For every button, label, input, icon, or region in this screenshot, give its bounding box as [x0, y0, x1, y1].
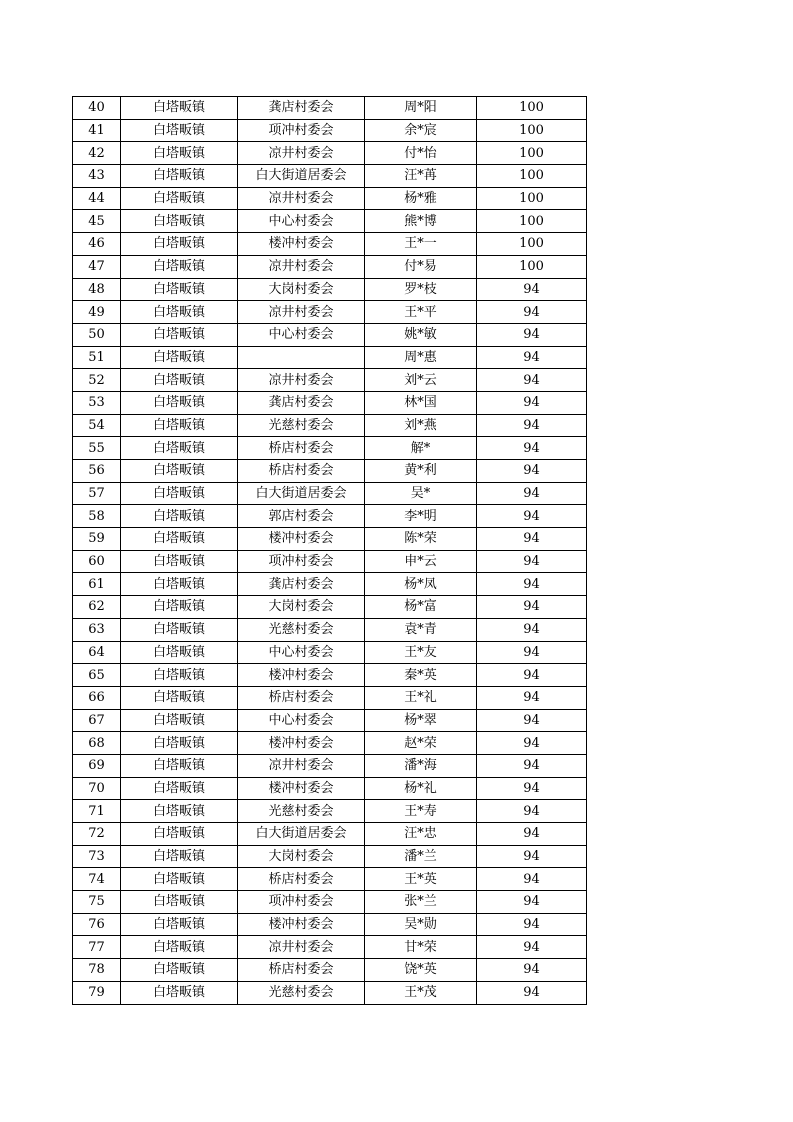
- score-cell: 94: [477, 777, 587, 800]
- score-cell: 94: [477, 709, 587, 732]
- row-number-cell: 74: [73, 868, 121, 891]
- row-number-cell: 56: [73, 460, 121, 483]
- row-number-cell: 75: [73, 891, 121, 914]
- village-committee-cell: 龚店村委会: [238, 97, 365, 120]
- score-cell: 94: [477, 664, 587, 687]
- score-cell: 94: [477, 460, 587, 483]
- row-number-cell: 48: [73, 278, 121, 301]
- table-row: [73, 437, 587, 460]
- row-number-cell: 64: [73, 641, 121, 664]
- table-row: [73, 97, 587, 120]
- person-name-cell: 张*兰: [365, 891, 477, 914]
- village-committee-cell: 凉井村委会: [238, 754, 365, 777]
- results-table-body: [73, 97, 587, 1005]
- town-cell: 白塔畈镇: [121, 255, 238, 278]
- person-name-cell: 林*国: [365, 391, 477, 414]
- person-name-cell: 王*茂: [365, 981, 477, 1004]
- table-row: [73, 959, 587, 982]
- row-number-cell: 43: [73, 165, 121, 188]
- village-committee-cell: 桥店村委会: [238, 460, 365, 483]
- row-number-cell: 69: [73, 754, 121, 777]
- person-name-cell: 周*惠: [365, 346, 477, 369]
- table-row: [73, 709, 587, 732]
- town-cell: 白塔畈镇: [121, 233, 238, 256]
- village-committee-cell: 凉井村委会: [238, 936, 365, 959]
- row-number-cell: 42: [73, 142, 121, 165]
- village-committee-cell: 大岗村委会: [238, 278, 365, 301]
- person-name-cell: 杨*富: [365, 596, 477, 619]
- town-cell: 白塔畈镇: [121, 210, 238, 233]
- town-cell: 白塔畈镇: [121, 913, 238, 936]
- village-committee-cell: 凉井村委会: [238, 301, 365, 324]
- town-cell: 白塔畈镇: [121, 301, 238, 324]
- score-cell: 94: [477, 936, 587, 959]
- table-row: [73, 323, 587, 346]
- score-cell: 94: [477, 913, 587, 936]
- row-number-cell: 44: [73, 187, 121, 210]
- row-number-cell: 51: [73, 346, 121, 369]
- row-number-cell: 65: [73, 664, 121, 687]
- person-name-cell: 甘*荣: [365, 936, 477, 959]
- score-cell: 94: [477, 301, 587, 324]
- person-name-cell: 王*英: [365, 868, 477, 891]
- table-row: [73, 233, 587, 256]
- town-cell: 白塔畈镇: [121, 868, 238, 891]
- village-committee-cell: 楼冲村委会: [238, 528, 365, 551]
- row-number-cell: 66: [73, 686, 121, 709]
- village-committee-cell: 中心村委会: [238, 210, 365, 233]
- table-row: [73, 936, 587, 959]
- town-cell: 白塔畈镇: [121, 596, 238, 619]
- town-cell: 白塔畈镇: [121, 323, 238, 346]
- table-row: [73, 754, 587, 777]
- town-cell: 白塔畈镇: [121, 278, 238, 301]
- row-number-cell: 40: [73, 97, 121, 120]
- person-name-cell: 付*怡: [365, 142, 477, 165]
- person-name-cell: 申*云: [365, 550, 477, 573]
- village-committee-cell: 白大街道居委会: [238, 482, 365, 505]
- town-cell: 白塔畈镇: [121, 414, 238, 437]
- town-cell: 白塔畈镇: [121, 187, 238, 210]
- row-number-cell: 46: [73, 233, 121, 256]
- town-cell: 白塔畈镇: [121, 165, 238, 188]
- table-row: [73, 142, 587, 165]
- town-cell: 白塔畈镇: [121, 119, 238, 142]
- person-name-cell: 赵*荣: [365, 732, 477, 755]
- score-cell: 94: [477, 891, 587, 914]
- village-committee-cell: 桥店村委会: [238, 437, 365, 460]
- town-cell: 白塔畈镇: [121, 391, 238, 414]
- results-table: [72, 96, 587, 1005]
- person-name-cell: 饶*英: [365, 959, 477, 982]
- person-name-cell: 熊*博: [365, 210, 477, 233]
- person-name-cell: 王*平: [365, 301, 477, 324]
- table-row: [73, 641, 587, 664]
- table-row: [73, 460, 587, 483]
- village-committee-cell: 凉井村委会: [238, 369, 365, 392]
- person-name-cell: 周*阳: [365, 97, 477, 120]
- village-committee-cell: 桥店村委会: [238, 686, 365, 709]
- town-cell: 白塔畈镇: [121, 346, 238, 369]
- score-cell: 94: [477, 641, 587, 664]
- town-cell: 白塔畈镇: [121, 550, 238, 573]
- table-row: [73, 823, 587, 846]
- village-committee-cell: 项冲村委会: [238, 119, 365, 142]
- score-cell: 94: [477, 528, 587, 551]
- row-number-cell: 54: [73, 414, 121, 437]
- person-name-cell: 杨*凤: [365, 573, 477, 596]
- score-cell: 94: [477, 323, 587, 346]
- row-number-cell: 57: [73, 482, 121, 505]
- table-row: [73, 732, 587, 755]
- person-name-cell: 潘*海: [365, 754, 477, 777]
- table-row: [73, 891, 587, 914]
- village-committee-cell: 光慈村委会: [238, 414, 365, 437]
- table-row: [73, 596, 587, 619]
- table-row: [73, 550, 587, 573]
- score-cell: 94: [477, 754, 587, 777]
- score-cell: 100: [477, 187, 587, 210]
- town-cell: 白塔畈镇: [121, 981, 238, 1004]
- village-committee-cell: 中心村委会: [238, 323, 365, 346]
- person-name-cell: 杨*雅: [365, 187, 477, 210]
- town-cell: 白塔畈镇: [121, 641, 238, 664]
- score-cell: 94: [477, 278, 587, 301]
- table-row: [73, 187, 587, 210]
- person-name-cell: 袁*青: [365, 618, 477, 641]
- person-name-cell: 陈*荣: [365, 528, 477, 551]
- person-name-cell: 刘*云: [365, 369, 477, 392]
- village-committee-cell: 楼冲村委会: [238, 664, 365, 687]
- town-cell: 白塔畈镇: [121, 686, 238, 709]
- row-number-cell: 79: [73, 981, 121, 1004]
- table-row: [73, 210, 587, 233]
- village-committee-cell: 大岗村委会: [238, 596, 365, 619]
- table-row: [73, 981, 587, 1004]
- score-cell: 100: [477, 255, 587, 278]
- person-name-cell: 黄*利: [365, 460, 477, 483]
- row-number-cell: 68: [73, 732, 121, 755]
- row-number-cell: 73: [73, 845, 121, 868]
- town-cell: 白塔畈镇: [121, 618, 238, 641]
- village-committee-cell: 桥店村委会: [238, 959, 365, 982]
- score-cell: 94: [477, 732, 587, 755]
- table-row: [73, 664, 587, 687]
- person-name-cell: 吴*勋: [365, 913, 477, 936]
- score-cell: 100: [477, 142, 587, 165]
- score-cell: 94: [477, 573, 587, 596]
- person-name-cell: 李*明: [365, 505, 477, 528]
- score-cell: 100: [477, 233, 587, 256]
- table-row: [73, 528, 587, 551]
- village-committee-cell: 郭店村委会: [238, 505, 365, 528]
- village-committee-cell: 楼冲村委会: [238, 777, 365, 800]
- table-row: [73, 618, 587, 641]
- town-cell: 白塔畈镇: [121, 777, 238, 800]
- row-number-cell: 49: [73, 301, 121, 324]
- person-name-cell: 王*礼: [365, 686, 477, 709]
- row-number-cell: 50: [73, 323, 121, 346]
- person-name-cell: 解*: [365, 437, 477, 460]
- score-cell: 94: [477, 618, 587, 641]
- score-cell: 94: [477, 482, 587, 505]
- village-committee-cell: 楼冲村委会: [238, 913, 365, 936]
- table-row: [73, 573, 587, 596]
- table-row: [73, 369, 587, 392]
- score-cell: 100: [477, 119, 587, 142]
- table-row: [73, 414, 587, 437]
- row-number-cell: 62: [73, 596, 121, 619]
- table-row: [73, 391, 587, 414]
- person-name-cell: 秦*英: [365, 664, 477, 687]
- village-committee-cell: 凉井村委会: [238, 255, 365, 278]
- town-cell: 白塔畈镇: [121, 482, 238, 505]
- score-cell: 94: [477, 800, 587, 823]
- row-number-cell: 47: [73, 255, 121, 278]
- town-cell: 白塔畈镇: [121, 460, 238, 483]
- town-cell: 白塔畈镇: [121, 709, 238, 732]
- table-row: [73, 686, 587, 709]
- town-cell: 白塔畈镇: [121, 732, 238, 755]
- person-name-cell: 杨*礼: [365, 777, 477, 800]
- row-number-cell: 67: [73, 709, 121, 732]
- town-cell: 白塔畈镇: [121, 97, 238, 120]
- score-cell: 94: [477, 686, 587, 709]
- person-name-cell: 余*宸: [365, 119, 477, 142]
- village-committee-cell: 桥店村委会: [238, 868, 365, 891]
- table-row: [73, 278, 587, 301]
- town-cell: 白塔畈镇: [121, 959, 238, 982]
- score-cell: 94: [477, 369, 587, 392]
- person-name-cell: 姚*敏: [365, 323, 477, 346]
- town-cell: 白塔畈镇: [121, 505, 238, 528]
- row-number-cell: 61: [73, 573, 121, 596]
- row-number-cell: 45: [73, 210, 121, 233]
- score-cell: 94: [477, 346, 587, 369]
- score-cell: 94: [477, 437, 587, 460]
- score-cell: 94: [477, 414, 587, 437]
- person-name-cell: 吴*: [365, 482, 477, 505]
- village-committee-cell: 凉井村委会: [238, 187, 365, 210]
- town-cell: 白塔畈镇: [121, 573, 238, 596]
- person-name-cell: 潘*兰: [365, 845, 477, 868]
- person-name-cell: 王*寿: [365, 800, 477, 823]
- row-number-cell: 52: [73, 369, 121, 392]
- table-row: [73, 800, 587, 823]
- town-cell: 白塔畈镇: [121, 437, 238, 460]
- score-cell: 94: [477, 868, 587, 891]
- town-cell: 白塔畈镇: [121, 528, 238, 551]
- table-row: [73, 482, 587, 505]
- table-row: [73, 255, 587, 278]
- village-committee-cell: 光慈村委会: [238, 618, 365, 641]
- person-name-cell: 付*易: [365, 255, 477, 278]
- table-row: [73, 777, 587, 800]
- village-committee-cell: 大岗村委会: [238, 845, 365, 868]
- table-row: [73, 913, 587, 936]
- village-committee-cell: 光慈村委会: [238, 981, 365, 1004]
- score-cell: 94: [477, 959, 587, 982]
- town-cell: 白塔畈镇: [121, 754, 238, 777]
- row-number-cell: 77: [73, 936, 121, 959]
- village-committee-cell: 龚店村委会: [238, 391, 365, 414]
- town-cell: 白塔畈镇: [121, 369, 238, 392]
- row-number-cell: 76: [73, 913, 121, 936]
- village-committee-cell: 楼冲村委会: [238, 732, 365, 755]
- score-cell: 100: [477, 165, 587, 188]
- village-committee-cell: 项冲村委会: [238, 891, 365, 914]
- score-cell: 94: [477, 391, 587, 414]
- score-cell: 94: [477, 845, 587, 868]
- table-row: [73, 868, 587, 891]
- table-row: [73, 165, 587, 188]
- row-number-cell: 53: [73, 391, 121, 414]
- town-cell: 白塔畈镇: [121, 142, 238, 165]
- score-cell: 94: [477, 981, 587, 1004]
- town-cell: 白塔畈镇: [121, 664, 238, 687]
- table-row: [73, 301, 587, 324]
- row-number-cell: 72: [73, 823, 121, 846]
- score-cell: 94: [477, 823, 587, 846]
- table-row: [73, 845, 587, 868]
- score-cell: 94: [477, 596, 587, 619]
- row-number-cell: 78: [73, 959, 121, 982]
- village-committee-cell: [238, 346, 365, 369]
- row-number-cell: 41: [73, 119, 121, 142]
- person-name-cell: 王*友: [365, 641, 477, 664]
- village-committee-cell: 凉井村委会: [238, 142, 365, 165]
- person-name-cell: 刘*燕: [365, 414, 477, 437]
- row-number-cell: 70: [73, 777, 121, 800]
- town-cell: 白塔畈镇: [121, 800, 238, 823]
- row-number-cell: 58: [73, 505, 121, 528]
- score-cell: 100: [477, 210, 587, 233]
- village-committee-cell: 项冲村委会: [238, 550, 365, 573]
- village-committee-cell: 中心村委会: [238, 709, 365, 732]
- table-row: [73, 119, 587, 142]
- person-name-cell: 汪*忠: [365, 823, 477, 846]
- village-committee-cell: 白大街道居委会: [238, 823, 365, 846]
- village-committee-cell: 楼冲村委会: [238, 233, 365, 256]
- person-name-cell: 汪*苒: [365, 165, 477, 188]
- person-name-cell: 王*一: [365, 233, 477, 256]
- row-number-cell: 55: [73, 437, 121, 460]
- village-committee-cell: 中心村委会: [238, 641, 365, 664]
- person-name-cell: 杨*翠: [365, 709, 477, 732]
- town-cell: 白塔畈镇: [121, 845, 238, 868]
- row-number-cell: 59: [73, 528, 121, 551]
- village-committee-cell: 龚店村委会: [238, 573, 365, 596]
- table-row: [73, 505, 587, 528]
- town-cell: 白塔畈镇: [121, 891, 238, 914]
- score-cell: 94: [477, 505, 587, 528]
- row-number-cell: 60: [73, 550, 121, 573]
- village-committee-cell: 光慈村委会: [238, 800, 365, 823]
- row-number-cell: 71: [73, 800, 121, 823]
- row-number-cell: 63: [73, 618, 121, 641]
- village-committee-cell: 白大街道居委会: [238, 165, 365, 188]
- table-row: [73, 346, 587, 369]
- score-cell: 100: [477, 97, 587, 120]
- town-cell: 白塔畈镇: [121, 936, 238, 959]
- person-name-cell: 罗*枝: [365, 278, 477, 301]
- town-cell: 白塔畈镇: [121, 823, 238, 846]
- score-cell: 94: [477, 550, 587, 573]
